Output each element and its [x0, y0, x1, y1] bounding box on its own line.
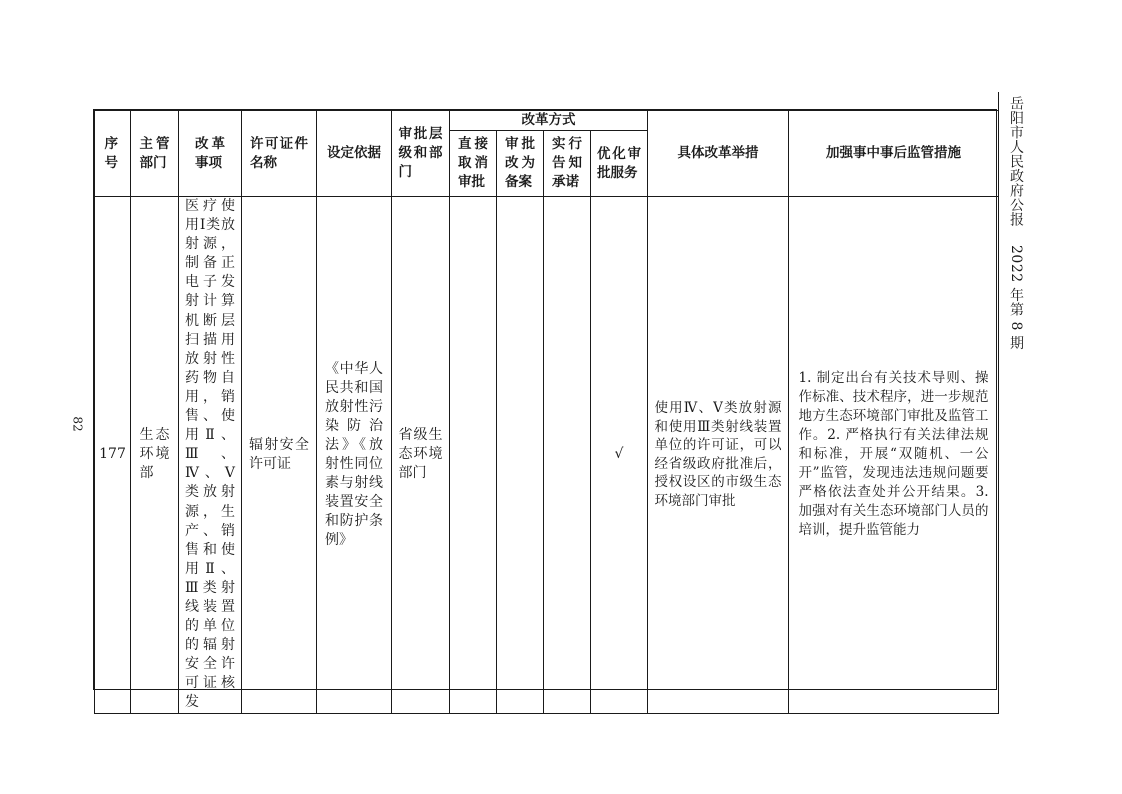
publication-title: 岳阳市人民政府公报	[1008, 96, 1024, 227]
cell-mode-commit	[544, 197, 591, 714]
cell-item: 医疗使用Ⅰ类放射源，制备正电子发射计算机断层扫描用放射性药物自用，销售、使用Ⅱ、Ⅲ、Ⅳ、Ⅴ类放射源，生产、销售和使用Ⅱ、Ⅲ类射线装置的单位的辐射安全许可证核发	[179, 197, 242, 714]
header-supervision: 加强事中事后监管措施	[789, 111, 999, 197]
header-seq: 序号	[95, 111, 131, 197]
cell-approval-level: 省级生态环境部门	[392, 197, 450, 714]
cell-dept: 生态环境部	[131, 197, 179, 714]
running-header	[1006, 96, 1026, 351]
reform-table	[93, 109, 997, 711]
cell-license: 辐射安全许可证	[242, 197, 317, 714]
header-approval-level: 审批层级和部门	[392, 111, 450, 197]
header-item: 改革事项	[179, 111, 242, 197]
table-row	[95, 197, 999, 714]
cell-seq: 177	[95, 197, 131, 714]
cell-supervision: 1. 制定出台有关技术导则、操作标准、技术程序，进一步规范地方生态环境部门审批及监管工作。2. 严格执行有关法律法规和标准，开展“双随机、一公开”监管，发现违法违规问题要严格依法查处并公开结果。3. 加强对有关生态环境部门人员的培训，提升监管能力	[789, 197, 999, 714]
cell-basis: 《中华人民共和国放射性污染防治法》《放射性同位素与射线装置安全和防护条例》	[317, 197, 392, 714]
cell-mode-cancel	[450, 197, 497, 714]
header-mode-record: 审批改为备案	[497, 131, 544, 197]
cell-measures: 使用Ⅳ、Ⅴ类放射源和使用Ⅲ类射线装置单位的许可证，可以经省级政府批准后，授权设区的市级生态环境部门审批	[648, 197, 789, 714]
header-dept: 主管部门	[131, 111, 179, 197]
header-basis: 设定依据	[317, 111, 392, 197]
issue-label: 2022 年第 8 期	[1008, 245, 1024, 351]
header-mode-commit: 实行告知承诺	[544, 131, 591, 197]
header-license: 许可证件名称	[242, 111, 317, 197]
header-measures: 具体改革举措	[648, 111, 789, 197]
cell-mode-record	[497, 197, 544, 714]
page-number: 82	[70, 416, 85, 432]
cell-mode-optimize-check: √	[591, 197, 648, 714]
header-mode-cancel: 直接取消审批	[450, 131, 497, 197]
header-rule	[998, 92, 999, 690]
header-reform-mode: 改革方式	[450, 111, 648, 131]
header-mode-optimize: 优化审批服务	[591, 131, 648, 197]
